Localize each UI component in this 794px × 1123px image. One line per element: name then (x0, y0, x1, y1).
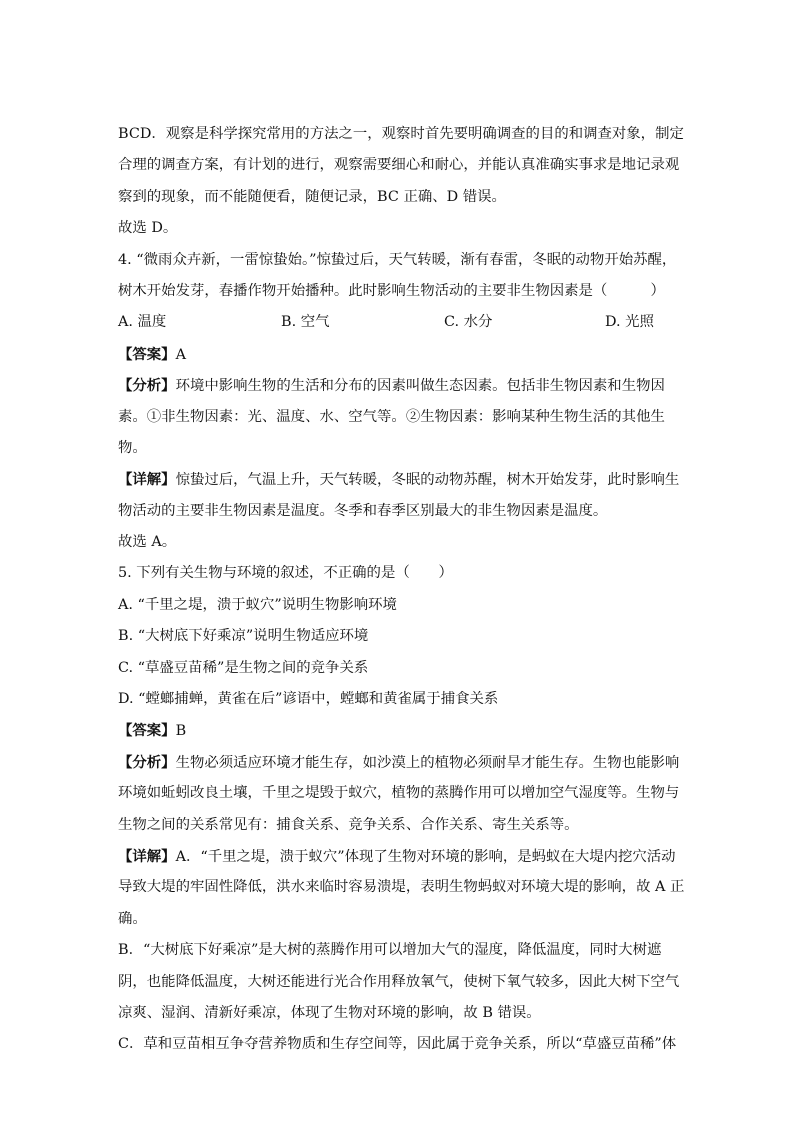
detail-line: 阴，也能降低温度，大树还能进行光合作用释放氧气，使树下氧气较多，因此大树下空气 (118, 973, 680, 990)
detail-text: A．“千里之堤，溃于蚁穴”体现了生物对环境的影响，是蚂蚁在大堤内挖穴活动 (175, 848, 676, 865)
analysis-line (118, 755, 678, 770)
option-b: B. “大树底下好乘凉”说明生物适应环境 (118, 628, 369, 645)
answer-tag: 【答案】 (118, 345, 176, 363)
detail-line: 凉爽、湿润、清新好乘凉，体现了生物对环境的影响，故 B 错误。 (118, 1004, 541, 1021)
analysis-tag: 【分析】 (118, 753, 176, 771)
detail-line (118, 849, 678, 864)
detail-line: 物活动的主要非生物因素是温度。冬季和春季区别最大的非生物因素是温度。 (118, 502, 608, 519)
option-a: A. “千里之堤，溃于蚁穴”说明生物影响环境 (118, 596, 397, 613)
text-line: 故选 D。 (118, 220, 178, 237)
document-page (118, 126, 685, 1069)
detail-tag: 【详解】 (118, 471, 176, 489)
question-4-stem: 4. “微雨众卉新，一雷惊蛰始。”惊蛰过后，天气转暖，渐有春雷，冬眠的动物开始苏醒， (118, 251, 677, 268)
option-c: C. 水分 (444, 314, 493, 331)
option-a: A. 温度 (118, 314, 167, 331)
analysis-text: 生物必须适应环境才能生存，如沙漠上的植物必须耐旱才能生存。生物也能影响 (175, 754, 680, 771)
analysis-line: 物。 (118, 439, 147, 456)
text-line: 察到的现象，而不能随便看，随便记录，BC 正确、D 错误。 (118, 188, 506, 205)
text-line: BCD．观察是科学探究常用的方法之一，观察时首先要明确调查的目的和调查对象，制定 (118, 126, 684, 142)
analysis-text: 环境中影响生物的生活和分布的因素叫做生态因素。包括非生物因素和生物因 (175, 378, 665, 395)
answer-value: A (175, 346, 186, 363)
answer-line (118, 723, 678, 738)
question-5-stem: 5. 下列有关生物与环境的叙述，不正确的是（ ） (118, 565, 453, 582)
question-4-stem: 树木开始发芽，春播作物开始播种。此时影响生物活动的主要非生物因素是（ ） (118, 282, 665, 299)
analysis-line: 素。①非生物因素：光、温度、水、空气等。②生物因素：影响某种生物生活的其他生 (118, 408, 665, 425)
question-4-options (118, 315, 678, 330)
analysis-line (118, 378, 678, 393)
answer-line (118, 347, 678, 362)
detail-line: 导致大堤的牢固性降低，洪水来临时容易溃堤，表明生物蚂蚁对环境大堤的影响，故 A 正 (118, 879, 685, 896)
text-line: 合理的调查方案，有计划的进行，观察需要细心和耐心，并能认真准确实事求是地记录观 (118, 157, 680, 174)
option-c: C. “草盛豆苗稀”是生物之间的竞争关系 (118, 659, 369, 676)
option-b: B. 空气 (281, 314, 330, 331)
detail-text: 惊蛰过后，气温上升，天气转暖，冬眠的动物苏醒，树木开始发芽，此时影响生 (175, 472, 680, 489)
detail-line: C．草和豆苗相互争夺营养物质和生存空间等，因此属于竞争关系，所以“草盛豆苗稀”体 (118, 1036, 677, 1053)
detail-line: 故选 A。 (118, 534, 177, 551)
analysis-line: 环境如蚯蚓改良土壤，千里之堤毁于蚁穴，植物的蒸腾作用可以增加空气湿度等。生物与 (118, 785, 680, 802)
answer-tag: 【答案】 (118, 722, 176, 740)
detail-line: 确。 (118, 910, 147, 927)
detail-tag: 【详解】 (118, 847, 176, 865)
analysis-tag: 【分析】 (118, 377, 176, 395)
option-d: D. 光照 (605, 314, 654, 331)
analysis-line: 生物之间的关系常见有：捕食关系、竞争关系、合作关系、寄生关系等。 (118, 816, 579, 833)
answer-value: B (175, 723, 187, 740)
option-d: D. “螳螂捕蝉，黄雀在后”谚语中，螳螂和黄雀属于捕食关系 (118, 691, 499, 708)
detail-line: B．“大树底下好乘凉”是大树的蒸腾作用可以增加大气的湿度，降低温度，同时大树遮 (118, 942, 662, 959)
detail-line (118, 472, 678, 487)
